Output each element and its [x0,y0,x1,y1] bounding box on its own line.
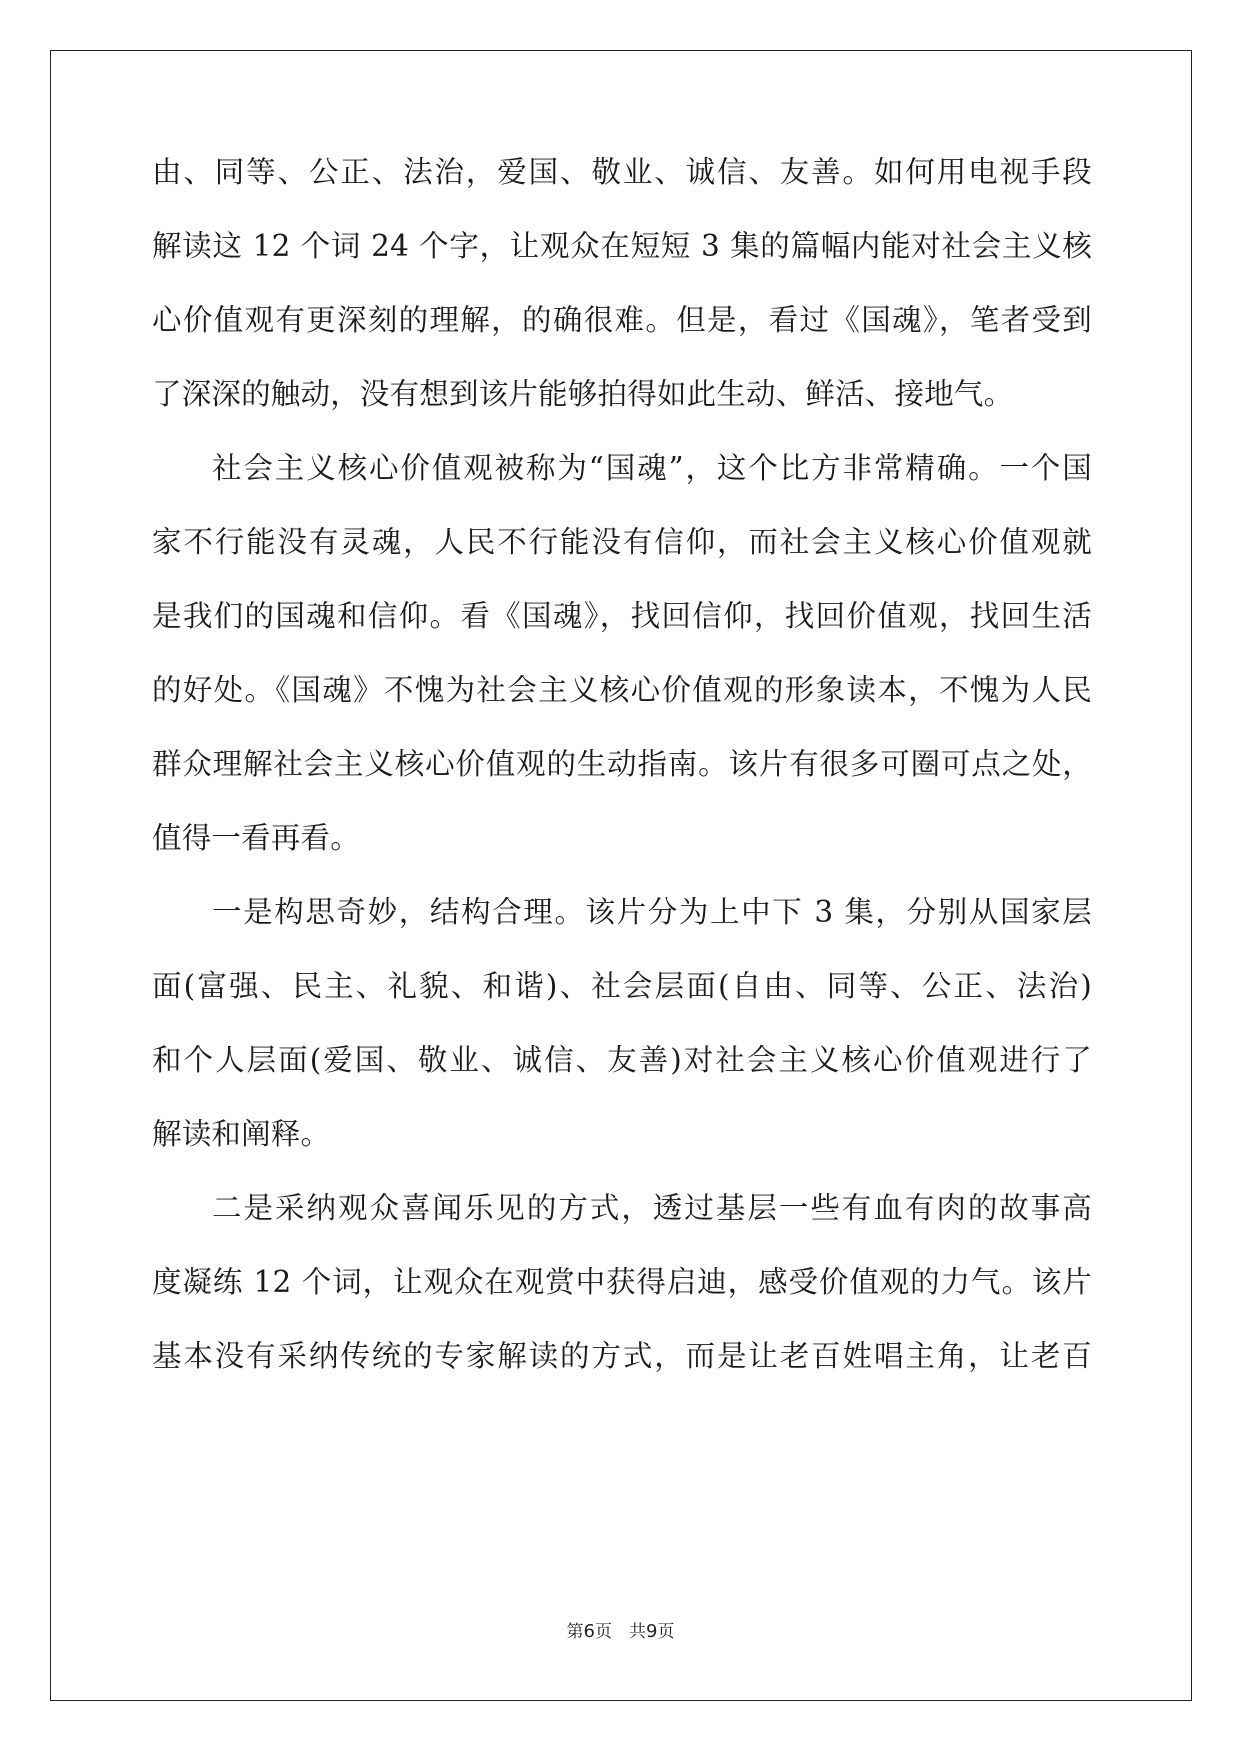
page-suffix: 页 [657,1622,675,1642]
text-line: 由、同等、公正、法治，爱国、敬业、诚信、友善。如何用电视手段 [152,155,1092,189]
paragraph-first-line: 一是构思奇妙，结构合理。该片分为上中下 3 集，分别从国家层 [212,895,1092,929]
text-line: 群众理解社会主义核心价值观的生动指南。该片有很多可圈可点之处， [152,747,1092,781]
text-line: 的好处。《国魂》不愧为社会主义核心价值观的形象读本，不愧为人民 [152,673,1092,707]
page-mid: 页 共 [595,1622,646,1642]
text-line: 和个人层面(爱国、敬业、诚信、友善)对社会主义核心价值观进行了 [152,1043,1092,1077]
text-line: 度凝练 12 个词，让观众在观赏中获得启迪，感受价值观的力气。该片 [152,1265,1092,1299]
text-line: 家不行能没有灵魂，人民不行能没有信仰，而社会主义核心价值观就 [152,525,1092,559]
text-line: 解读这 12 个词 24 个字，让观众在短短 3 集的篇幅内能对社会主义核 [152,229,1092,263]
current-page-number: 6 [583,1621,595,1642]
text-line: 基本没有采纳传统的专家解读的方式，而是让老百姓唱主角，让老百 [152,1339,1092,1373]
text-line: 是我们的国魂和信仰。看《国魂》，找回信仰，找回价值观，找回生活 [152,599,1092,633]
paragraph-first-line: 二是采纳观众喜闻乐见的方式，透过基层一些有血有肉的故事高 [212,1191,1092,1225]
text-line: 面(富强、民主、礼貌、和谐)、社会层面(自由、同等、公正、法治) [152,969,1092,1003]
text-line: 了深深的触动，没有想到该片能够拍得如此生动、鲜活、接地气。 [152,377,1014,411]
text-line: 值得一看再看。 [152,821,360,855]
total-page-number: 9 [646,1621,658,1642]
page-number-footer [0,1621,1241,1643]
paragraph-first-line: 社会主义核心价值观被称为“国魂”，这个比方非常精确。一个国 [212,451,1092,485]
page-prefix: 第 [566,1622,584,1642]
page-border [50,50,1192,1701]
text-line: 心价值观有更深刻的理解，的确很难。但是，看过《国魂》，笔者受到 [152,303,1092,337]
text-line: 解读和阐释。 [152,1117,331,1151]
